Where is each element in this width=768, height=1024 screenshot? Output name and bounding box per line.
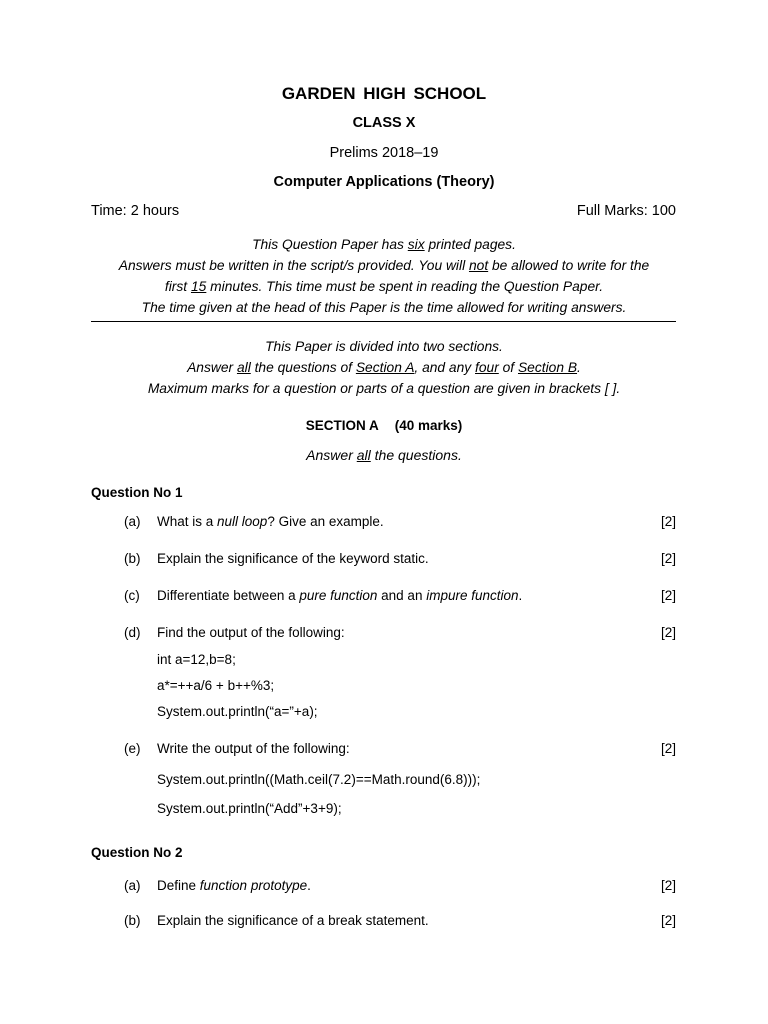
code-line: a*=++a/6 + b++%3; [157, 678, 275, 693]
instructions-block-2 [0, 336, 768, 399]
full-marks: Full Marks: 100 [576, 203, 676, 219]
instruction-line: Maximum marks for a question or parts of a question are given in brackets [ ]. [147, 381, 621, 396]
item-text: Explain the significance of a break statement. [157, 913, 429, 928]
item-text: Find the output of the following: [157, 625, 345, 640]
time-marks-row [91, 203, 676, 219]
section-note: Answer all the questions. [306, 447, 462, 463]
subject-title: Computer Applications (Theory) [273, 174, 495, 190]
question-heading: Question No 1 [91, 485, 183, 500]
section-heading [0, 418, 768, 433]
exam-title: Prelims 2018–19 [329, 145, 439, 161]
class-title: CLASS X [352, 115, 416, 131]
item-label: (b) [124, 913, 141, 928]
item-label: (c) [124, 588, 140, 603]
instruction-line: first 15 minutes. This time must be spent in reading the Question Paper. [164, 279, 604, 294]
item-text: Write the output of the following: [157, 741, 350, 756]
instruction-line: Answer all the questions of Section A, and any four of Section B. [187, 360, 581, 375]
section-name: SECTION A [305, 418, 379, 433]
item-text: Explain the significance of the keyword static. [157, 551, 429, 566]
code-line: System.out.println(“Add”+3+9); [157, 801, 342, 816]
item-marks: [2] [660, 741, 676, 756]
item-label: (a) [124, 878, 141, 893]
item-marks: [2] [660, 551, 676, 566]
divider-line [91, 321, 676, 322]
item-text: What is a null loop? Give an example. [157, 514, 384, 529]
item-marks: [2] [660, 588, 676, 603]
instruction-line: The time given at the head of this Paper is the time allowed for writing answers. [141, 300, 627, 315]
item-marks: [2] [660, 514, 676, 529]
item-marks: [2] [660, 913, 676, 928]
question-heading: Question No 2 [91, 845, 183, 860]
item-marks: [2] [660, 625, 676, 640]
item-marks: [2] [660, 878, 676, 893]
code-line: System.out.println(“a=”+a); [157, 704, 318, 719]
instruction-line: This Paper is divided into two sections. [265, 339, 503, 354]
item-label: (b) [124, 551, 141, 566]
code-line: int a=12,b=8; [157, 652, 236, 667]
item-label: (d) [124, 625, 141, 640]
instruction-line: Answers must be written in the script/s provided. You will not be allowed to write for the [118, 258, 650, 273]
item-text: Differentiate between a pure function and an impure function. [157, 588, 523, 603]
instruction-line: This Question Paper has six printed pages. [252, 237, 516, 252]
item-text: Define function prototype. [157, 878, 311, 893]
school-name: GARDEN HIGH SCHOOL [281, 84, 487, 103]
code-line: System.out.println((Math.ceil(7.2)==Math.round(6.8))); [157, 772, 481, 787]
instructions-block-1 [0, 234, 768, 318]
time-allowed: Time: 2 hours [91, 203, 180, 219]
item-label: (a) [124, 514, 141, 529]
item-label: (e) [124, 741, 141, 756]
section-marks: (40 marks) [394, 418, 463, 433]
